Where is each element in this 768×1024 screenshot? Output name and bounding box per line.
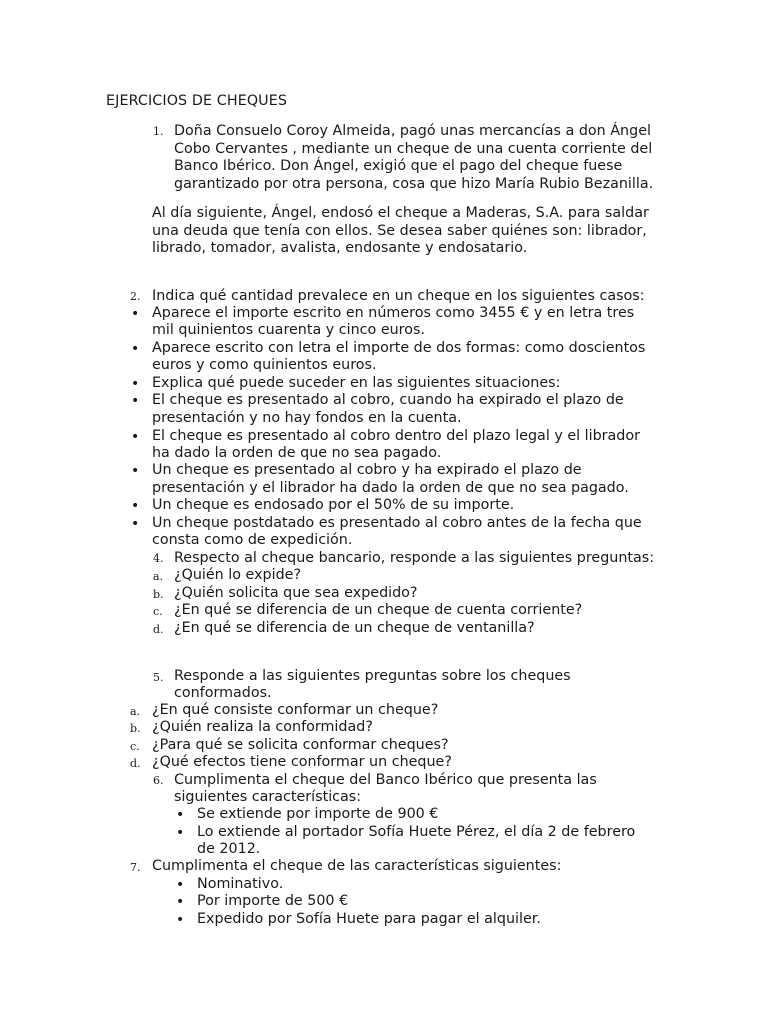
exercise-5-item: ¿Qué efectos tiene conformar un cheque? [152,754,452,770]
bullet-icon: • [176,894,185,910]
exercise-2-bullet-cont: presentación y no hay fondos en la cuenta. [152,410,462,426]
item-letter: a. [153,570,164,583]
exercise-2-bullet-cont: ha dado la orden de que no sea pagado. [152,445,442,461]
bullet-icon: • [131,376,140,392]
exercise-2-bullet: El cheque es presentado al cobro, cuando ha expirado el plazo de [152,392,624,408]
bullet-icon: • [176,912,185,928]
bullet-icon: • [131,306,140,322]
exercise-2-bullet: Un cheque es endosado por el 50% de su importe. [152,497,515,513]
exercise-1-paragraph-line: una deuda que tenía con ellos. Se desea saber quiénes son: librador, [152,223,647,239]
exercise-2-heading: Indica qué cantidad prevalece en un cheque en los siguientes casos: [152,288,645,304]
exercise-5-heading-cont: conformados. [174,685,272,701]
exercise-6-bullet: Se extiende por importe de 900 € [197,806,439,822]
exercise-4-item: ¿Quién lo expide? [174,567,302,583]
exercise-1-line: Cobo Cervantes , mediante un cheque de una cuenta corriente del [174,141,653,157]
item-letter: a. [130,705,141,718]
exercise-2-bullet-cont: presentación y el librador ha dado la orden de que no sea pagado. [152,480,629,496]
item-letter: d. [130,757,141,770]
exercise-2-number: 2. [130,290,141,303]
bullet-icon: • [131,341,140,357]
bullet-icon: • [131,498,140,514]
exercise-2-bullet: Aparece el importe escrito en números como 3455 € y en letra tres [152,305,635,321]
exercise-1-line: Doña Consuelo Coroy Almeida, pagó unas mercancías a don Ángel [174,123,651,139]
exercise-5-number: 5. [153,671,164,684]
bullet-icon: • [176,877,185,893]
exercise-6-bullet-cont: de 2012. [197,841,261,857]
exercise-4-item: ¿En qué se diferencia de un cheque de cuenta corriente? [174,602,583,618]
exercise-2-bullet-cont: consta como de expedición. [152,532,353,548]
bullet-icon: • [176,825,185,841]
exercise-6-heading-cont: siguientes características: [174,789,362,805]
exercise-4-item: ¿Quién solicita que sea expedido? [174,585,418,601]
exercise-1-number: 1. [153,125,164,138]
exercise-6-bullet: Lo extiende al portador Sofía Huete Pérez, el día 2 de febrero [197,824,636,840]
exercise-5-item: ¿En qué consiste conformar un cheque? [152,702,439,718]
item-letter: d. [153,623,164,636]
item-letter: c. [130,740,140,753]
exercise-7-bullet: Nominativo. [197,876,284,892]
exercise-7-number: 7. [130,861,141,874]
item-letter: b. [130,722,141,735]
exercise-5-item: ¿Para qué se solicita conformar cheques? [152,737,449,753]
bullet-icon: • [131,516,140,532]
exercise-2-bullet: El cheque es presentado al cobro dentro del plazo legal y el librador [152,428,641,444]
exercise-1-line: garantizado por otra persona, cosa que hizo María Rubio Bezanilla. [174,176,654,192]
exercise-1-paragraph-line: Al día siguiente, Ángel, endosó el cheque a Maderas, S.A. para saldar [152,205,649,221]
exercise-4-heading: Respecto al cheque bancario, responde a las siguientes preguntas: [174,550,655,566]
exercise-2-bullet: Explica qué puede suceder en las siguientes situaciones: [152,375,561,391]
document-title: EJERCICIOS DE CHEQUES [106,93,288,109]
exercise-1-line: Banco Ibérico. Don Ángel, exigió que el pago del cheque fuese [174,158,623,174]
bullet-icon: • [131,429,140,445]
exercise-4-number: 4. [153,552,164,565]
exercise-4-item: ¿En qué se diferencia de un cheque de ventanilla? [174,620,535,636]
bullet-icon: • [131,393,140,409]
exercise-7-bullet: Por importe de 500 € [197,893,349,909]
exercise-1-paragraph-line: librado, tomador, avalista, endosante y endosatario. [152,240,528,256]
exercise-5-item: ¿Quién realiza la conformidad? [152,719,373,735]
exercise-2-bullet-cont: euros y como quinientos euros. [152,357,377,373]
exercise-5-heading: Responde a las siguientes preguntas sobre los cheques [174,668,571,684]
item-letter: b. [153,588,164,601]
exercise-2-bullet: Aparece escrito con letra el importe de dos formas: como doscientos [152,340,646,356]
exercise-2-bullet-cont: mil quinientos cuarenta y cinco euros. [152,322,425,338]
exercise-7-bullet: Expedido por Sofía Huete para pagar el alquiler. [197,911,541,927]
bullet-icon: • [131,463,140,479]
exercise-2-bullet: Un cheque postdatado es presentado al cobro antes de la fecha que [152,515,642,531]
exercise-7-heading: Cumplimenta el cheque de las características siguientes: [152,858,562,874]
exercise-2-bullet: Un cheque es presentado al cobro y ha expirado el plazo de [152,462,582,478]
bullet-icon: • [176,807,185,823]
item-letter: c. [153,605,163,618]
exercise-6-number: 6. [153,774,164,787]
exercise-6-heading: Cumplimenta el cheque del Banco Ibérico que presenta las [174,772,597,788]
